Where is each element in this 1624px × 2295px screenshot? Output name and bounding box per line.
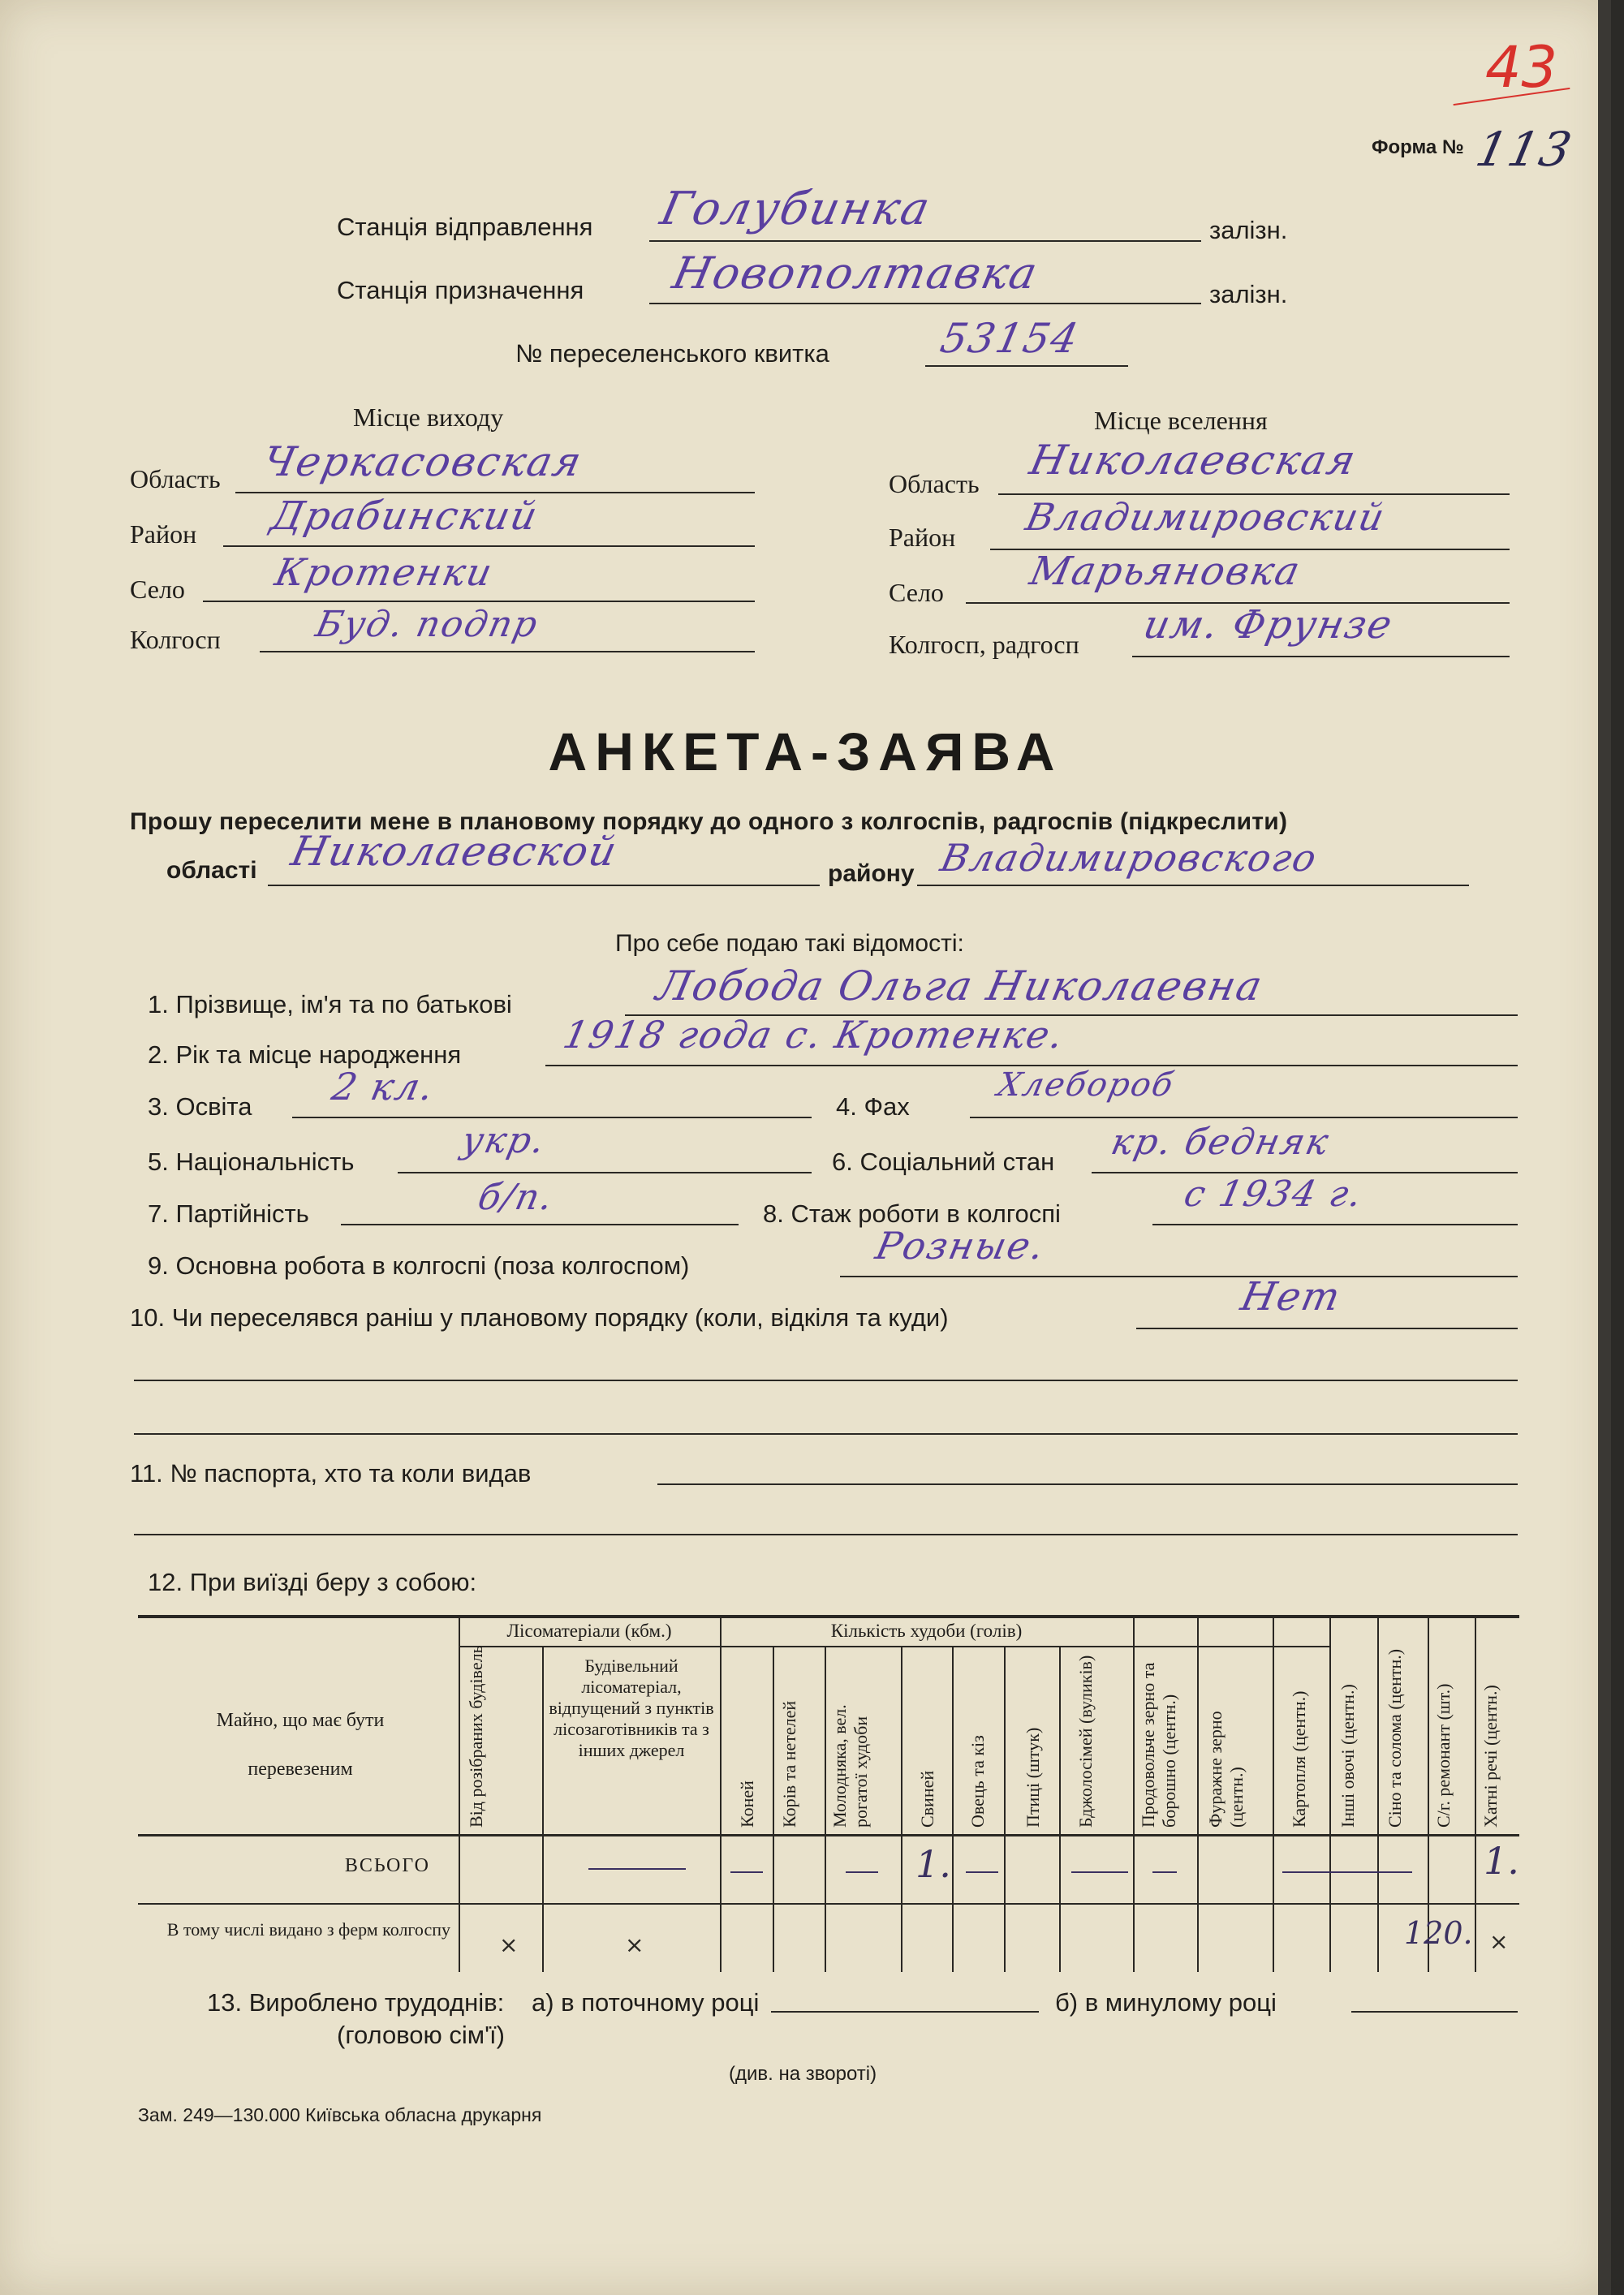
group-timber: Лісоматеріали (кбм.) (506, 1621, 672, 1641)
field-6-value: кр. бедняк (1107, 1122, 1334, 1163)
printer-footer: Зам. 249—130.000 Київська обласна друкарня (138, 2104, 542, 2125)
station-arrival-line (649, 303, 1201, 304)
cross-mark: × (499, 1931, 519, 1958)
form-number-value: 113 (1471, 122, 1578, 177)
vline (1273, 1615, 1274, 1972)
dash (588, 1868, 686, 1870)
col-property: Майно, що має бути перевезеним (216, 1710, 385, 1780)
field-5-line (398, 1172, 812, 1173)
group-livestock: Кількість худоби (голів) (830, 1621, 1023, 1641)
origin-kolhosp-line (260, 651, 755, 652)
vline (1377, 1615, 1379, 1972)
field-11-line-2 (134, 1534, 1518, 1535)
col-household: Хатні речі (центн.) (1480, 1685, 1501, 1828)
vline (1329, 1615, 1331, 1972)
origin-selo-line (203, 601, 755, 602)
field-8-line (1152, 1224, 1518, 1225)
field-6-label: 6. Соціальний стан (832, 1148, 1055, 1176)
field-11-line (657, 1483, 1518, 1485)
col-hay: Сіно та солома (центн.) (1385, 1648, 1405, 1828)
dash (1152, 1871, 1177, 1873)
dash (1071, 1871, 1128, 1873)
col-fodder: Фуражне зерно (центн.) (1205, 1711, 1247, 1828)
dash (1282, 1871, 1412, 1873)
col-inventory: С/г. ремонант (шт.) (1433, 1683, 1454, 1828)
vline (773, 1646, 774, 1972)
row-total-label: ВСЬОГО (344, 1855, 430, 1876)
dest-selo-label: Село (889, 578, 944, 607)
dest-kolhosp-label: Колгосп, радгосп (889, 630, 1079, 659)
workdays-current-label: а) в поточному році (532, 1988, 760, 2017)
col-grain: Продовольче зерно та борошно (центн.) (1138, 1662, 1179, 1828)
property-table (138, 1615, 1519, 1972)
field-10-line-3 (134, 1433, 1518, 1435)
vline (1059, 1646, 1061, 1972)
dest-heading: Місце вселення (1094, 406, 1268, 435)
station-arrival-label: Станція призначення (337, 276, 584, 304)
ticket-value: 53154 (936, 315, 1084, 362)
col-bees: Бджолосімей (вуликів) (1075, 1655, 1096, 1828)
dest-selo-value: Марьяновка (1026, 549, 1306, 594)
page-edge (1598, 0, 1611, 2295)
workdays-current-line (771, 2011, 1039, 2013)
field-2-label: 2. Рік та місце народження (148, 1040, 462, 1069)
origin-raion-line (223, 545, 755, 547)
table-top (138, 1615, 1519, 1618)
table-group-divider (459, 1646, 1331, 1647)
origin-raion-value: Драбинский (267, 493, 543, 539)
origin-kolhosp-value: Буд. подпр (312, 604, 543, 645)
total-household: 1. (1484, 1839, 1519, 1883)
field-8-value: с 1934 г. (1180, 1173, 1368, 1215)
dash (730, 1871, 763, 1873)
station-arrival-value: Новополтавка (668, 248, 1044, 299)
vline (1004, 1646, 1006, 1972)
col-birds: Птиці (штук) (1023, 1727, 1043, 1828)
dest-oblast-value: Николаевская (1025, 437, 1362, 484)
field-10-line (1136, 1328, 1518, 1329)
request-oblast-value: Николаевской (286, 828, 622, 875)
station-departure-label: Станція відправлення (337, 213, 593, 241)
vline (1133, 1615, 1135, 1972)
ticket-line (925, 365, 1128, 367)
field-4-value: Хлебороб (994, 1066, 1178, 1104)
origin-oblast-label: Область (130, 464, 221, 493)
vline (1197, 1615, 1199, 1972)
origin-selo-label: Село (130, 575, 185, 604)
field-9-value: Розные. (872, 1224, 1050, 1268)
dest-raion-label: Район (889, 523, 956, 552)
field-3-line (292, 1117, 812, 1118)
form-title: АНКЕТА-ЗАЯВА (548, 721, 1063, 782)
field-7-line (341, 1224, 739, 1225)
request-raion-label: району (828, 860, 915, 887)
railway-label-1: залізн. (1209, 216, 1288, 244)
dash (846, 1871, 878, 1873)
field-3-label: 3. Освіта (148, 1092, 252, 1121)
vline (459, 1615, 460, 1972)
vline (1475, 1615, 1476, 1972)
workdays-sub: (головою сім'ї) (337, 2021, 505, 2049)
field-12-label: 12. При виїзді беру з собою: (148, 1568, 477, 1596)
request-line: Прошу переселити мене в плановому порядку до одного з колгоспів, радгоспів (підкреслити) (130, 808, 1288, 835)
vline (825, 1646, 826, 1972)
col-sheep: Овець та кіз (967, 1735, 988, 1828)
workdays-previous-line (1351, 2011, 1518, 2013)
table-row-divider (138, 1903, 1519, 1905)
station-departure-value: Голубинка (656, 183, 936, 235)
col-pigs: Свиней (917, 1770, 937, 1828)
vline (952, 1646, 954, 1972)
request-oblast-line (268, 885, 820, 886)
total-pigs: 1. (915, 1842, 951, 1886)
field-1-label: 1. Прізвище, ім'я та по батькові (148, 990, 512, 1018)
col-veg: Інші овочі (центн.) (1338, 1684, 1358, 1828)
vline (720, 1615, 722, 1972)
col-building: Будівельний лісоматеріал, відпущений з пунктів лісозаготівників та з інших джерел (549, 1656, 714, 1760)
row-farm-label: В тому числі видано з ферм колгоспу (166, 1919, 450, 1940)
field-4-line (970, 1117, 1518, 1118)
request-raion-line (917, 885, 1469, 886)
dest-kolhosp-line (1132, 656, 1510, 657)
dest-raion-value: Владимировский (1022, 495, 1390, 539)
table-header-bottom (138, 1834, 1519, 1836)
field-9-line (840, 1276, 1518, 1277)
origin-kolhosp-label: Колгосп (130, 625, 221, 654)
dash (966, 1871, 998, 1873)
dest-oblast-label: Область (889, 469, 980, 498)
field-11-label: 11. № паспорта, хто та коли видав (130, 1459, 532, 1488)
field-7-value: б/п. (474, 1177, 558, 1218)
field-1-value: Лобода Ольга Николаевна (652, 962, 1268, 1010)
origin-heading: Місце виходу (353, 403, 504, 432)
railway-label-2: залізн. (1209, 280, 1288, 308)
about-heading: Про себе подаю такі відомості: (615, 930, 964, 957)
see-reverse: (див. на звороті) (729, 2063, 877, 2085)
origin-selo-value: Кротенки (271, 550, 498, 594)
dest-kolhosp-value: им. Фрунзе (1139, 602, 1398, 648)
cross-mark: × (1489, 1928, 1509, 1955)
archive-sheet-number: 43 (1485, 34, 1558, 101)
col-cows: Корів та нетелей (779, 1700, 799, 1828)
request-oblast-label: області (166, 857, 257, 884)
origin-oblast-value: Черкасовская (258, 438, 588, 485)
farm-inventory: 120. (1404, 1915, 1473, 1951)
col-potato: Картопля (центн.) (1289, 1690, 1309, 1828)
cross-mark: × (625, 1931, 644, 1958)
field-10-line-2 (134, 1380, 1518, 1381)
ticket-label: № переселенського квитка (515, 339, 829, 368)
field-5-label: 5. Національність (148, 1148, 355, 1176)
request-raion-value: Владимировского (937, 836, 1322, 880)
field-9-label: 9. Основна робота в колгоспі (поза колгоспом) (148, 1251, 690, 1280)
form-number-label: Форма № (1372, 136, 1464, 158)
workdays-label: 13. Вироблено трудоднів: (207, 1988, 505, 2017)
col-young: Молодняка, вел. рогатої худоби (829, 1704, 871, 1828)
field-5-value: укр. (458, 1120, 550, 1161)
workdays-previous-label: б) в минулому році (1055, 1988, 1277, 2017)
col-horses: Коней (737, 1780, 757, 1828)
station-departure-line (649, 240, 1201, 242)
field-7-label: 7. Партійність (148, 1199, 309, 1228)
vline (901, 1646, 902, 1972)
field-8-label: 8. Стаж роботи в колгоспі (763, 1199, 1061, 1228)
field-10-value: Нет (1237, 1274, 1346, 1320)
col-dismantled: Від розібраних будівель (466, 1645, 486, 1828)
field-10-label: 10. Чи переселявся раніш у плановому порядку (коли, відкіля та куди) (130, 1303, 949, 1332)
vline (542, 1646, 544, 1972)
origin-raion-label: Район (130, 519, 197, 549)
field-3-value: 2 кл. (328, 1065, 440, 1109)
field-4-label: 4. Фах (836, 1092, 910, 1121)
field-2-value: 1918 года с. Кротенке. (559, 1013, 1069, 1057)
